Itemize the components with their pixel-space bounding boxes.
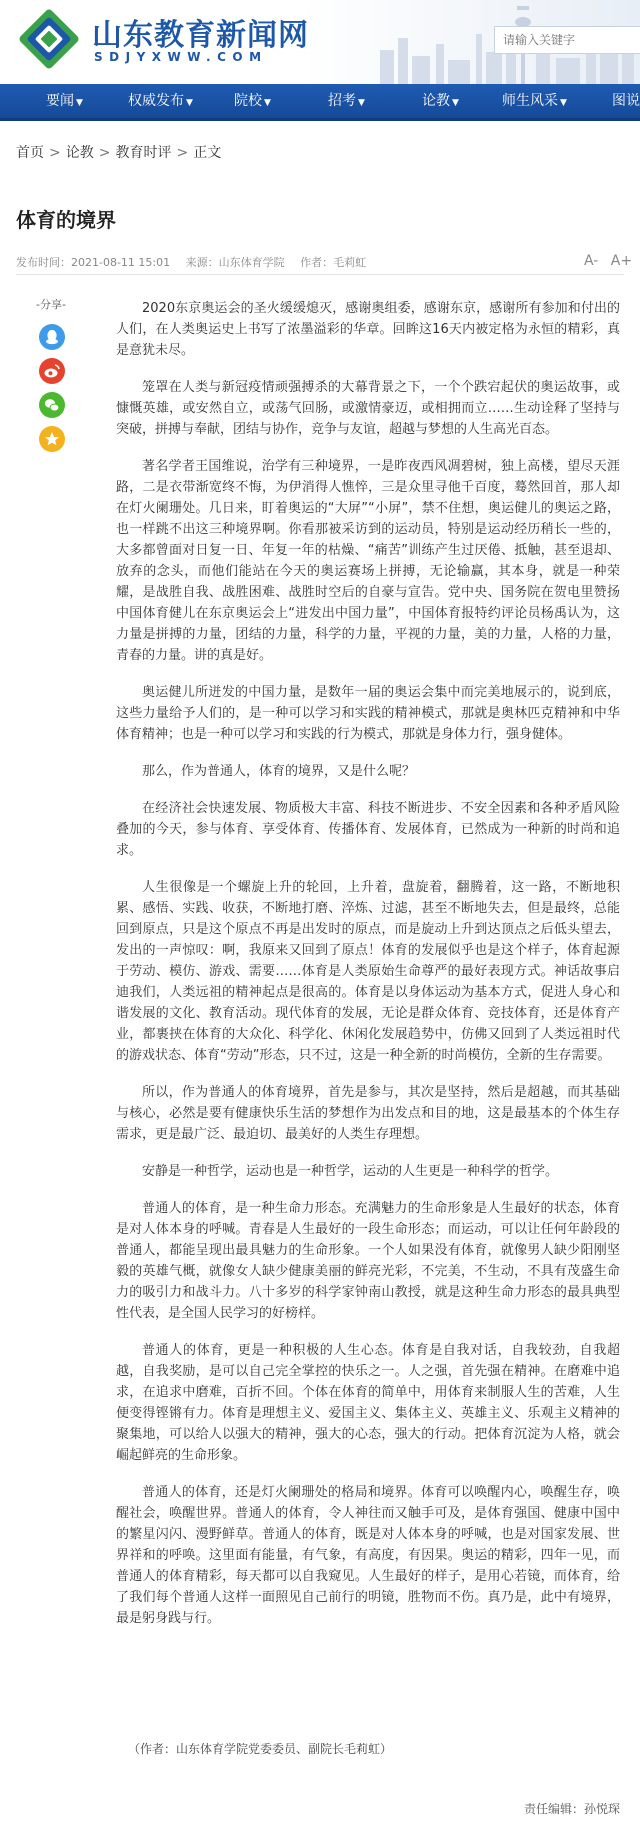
share-weibo-button[interactable] xyxy=(39,358,65,384)
breadcrumb-separator: > xyxy=(49,145,61,161)
nav-label: 论教 xyxy=(422,93,450,109)
article-meta xyxy=(16,254,378,270)
sd-logo-icon[interactable] xyxy=(18,8,80,70)
site-title[interactable]: 山东教育新闻网 xyxy=(92,18,309,53)
article-paragraph: 奥运健儿所迸发的中国力量，是数年一届的奥运会集中而完美地展示的，说到底，这些力量给予人们的，是一种可以学习和实践的精神模式，那就是奥林匹克精神和中华体育精神；也是一种可以学习和实践的行为模式，那就是身体力行，强身健体。 xyxy=(116,685,620,742)
nav-item-schools[interactable] xyxy=(234,84,271,118)
article-source: 来源：山东体育学院 xyxy=(185,256,285,269)
article-paragraph: 普通人的体育，还是灯火阑珊处的格局和境界。体育可以唤醒内心，唤醒生存，唤醒社会，唤醒世界。普通人的体育，令人神往而又触手可及，是体育强国、健康中国中的繁星闪闪、漫野鲜草。普通人的体育，既是对人体本身的呼喊，也是对国家发展、世界祥和的呼唤。这里面有能量，有气象，有高度，有因果。奥运的精彩，四年一见，而普通人的体育精彩，每天都可以自我窥见。人生最好的样子，是用心若镜，而体育，给了我们每个普通人这样一面照见自己前行的明镜，胜物而不伤。真乃是，此中有境界，最是躬身践与行。 xyxy=(116,1485,620,1626)
qzone-icon xyxy=(39,426,65,452)
nav-label: 权威发布 xyxy=(128,93,184,109)
font-size-controls xyxy=(576,253,632,269)
article-paragraph: 所以，作为普通人的体育境界，首先是参与，其次是坚持，然后是超越，而其基础与核心，必然是要有健康快乐生活的梦想作为出发点和目的地，这是最基本的个体生存需求，更是最广泛、最迫切、最美好的人类生存理想。 xyxy=(116,1085,620,1142)
breadcrumb-home[interactable]: 首页 xyxy=(16,145,44,161)
article-paragraph: 在经济社会快速发展、物质极大丰富、科技不断进步、不安全因素和各种矛盾风险叠加的今天，参与体育、享受体育、传播体育、发展体育，已然成为一种新的时尚和追求。 xyxy=(116,801,620,858)
article-paragraph: 著名学者王国维说，治学有三种境界，一是昨夜西风凋碧树，独上高楼，望尽天涯路，二是衣带渐宽终不悔，为伊消得人憔悴，三是众里寻他千百度，蓦然回首，那人却在灯火阑珊处。几日来，盯着奥运的“大屏”“小屏”，禁不住想，奥运健儿的奥运之路，也一样跳不出这三种境界啊。你看那被采访到的运动员，特别是运动经历稍长一些的，大多都曾面对日复一日、年复一年的枯燥、“痛苦”训练产生过厌倦、抵触，甚至退却、放弃的念头，而他们能站在今天的奥运赛场上拼搏，无论输赢，其本身，就是一种荣耀，是战胜自我、战胜困难、战胜时空后的自豪与宣告。党中央、国务院在贺电里赞扬中国体育健儿在东京奥运会上“进发出中国力量”，中国体育报特约评论员杨禹认为，这力量是拼搏的力量，团结的力量，科学的力量，平视的力量，美的力量，人格的力量，青春的力量。讲的真是好。 xyxy=(116,459,620,663)
title-divider xyxy=(16,274,624,275)
nav-item-photos[interactable] xyxy=(612,84,640,118)
article-author: 作者：毛莉虹 xyxy=(300,256,367,269)
caret-down-icon: ▼ xyxy=(358,98,365,108)
breadcrumb-commentary[interactable]: 教育时评 xyxy=(115,145,172,161)
article-paragraph: 安静是一种哲学，运动也是一种哲学，运动的人生更是一种科学的哲学。 xyxy=(142,1164,559,1179)
breadcrumb-opinion[interactable]: 论教 xyxy=(65,145,94,161)
font-decrease-button[interactable]: A- xyxy=(584,253,599,269)
breadcrumb-separator: > xyxy=(98,145,111,161)
share-wechat-button[interactable] xyxy=(39,392,65,418)
article-paragraph: 普通人的体育，是一种生命力形态。充满魅力的生命形象是人生最好的状态，体育是对人体本身的呼喊。青春是人生最好的一段生命形态；而运动，可以让任何年龄段的普通人，都能呈现出最具魅力的生命形象。一个人如果没有体育，就像男人缺少阳刚坚毅的英雄气概，就像女人缺少健康美丽的鲜亮光彩，不完美，不生动，不具有茂盛生命力的吸引力和战斗力。八十多岁的科学家钟南山教授，就是这种生命力形态的最具典型性代表，是全国人民学习的好榜样。 xyxy=(116,1201,620,1321)
caret-down-icon: ▼ xyxy=(186,98,193,108)
qq-icon xyxy=(39,324,65,350)
site-header xyxy=(0,0,640,84)
publish-time: 发布时间：2021-08-11 15:01 xyxy=(16,256,171,269)
breadcrumb xyxy=(16,142,221,162)
share-qzone-button[interactable] xyxy=(39,426,65,452)
main-nav xyxy=(0,84,640,121)
breadcrumb-separator: > xyxy=(176,145,189,161)
nav-label: 图说 xyxy=(612,93,640,109)
article-paragraph: 笼罩在人类与新冠疫情顽强搏杀的大幕背景之下，一个个跌宕起伏的奥运故事，或慷慨英雄，或安然自立，或荡气回肠，或激情豪迈，或相拥而立……生动诠释了坚持与突破，拼搏与奉献，团结与协作，竞争与友谊，超越与梦想的人生高光百态。 xyxy=(116,380,620,437)
breadcrumb-current: 正文 xyxy=(193,145,222,161)
article-paragraph: 2020东京奥运会的圣火缓缓熄灭，感谢奥组委，感谢东京，感谢所有参加和付出的人们，在人类奥运史上书写了浓墨溢彩的华章。回眸这16天内被定格为永恒的精彩，真是意犹未尽。 xyxy=(116,301,620,358)
article-paragraph: 那么，作为普通人，体育的境界，又是什么呢？ xyxy=(142,764,416,779)
font-increase-button[interactable]: A+ xyxy=(610,253,633,269)
share-qq-button[interactable] xyxy=(39,324,65,350)
nav-item-teachers[interactable] xyxy=(502,84,567,118)
caret-down-icon: ▼ xyxy=(76,98,83,108)
article-paragraph: 普通人的体育，更是一种积极的人生心态。体育是自我对话，自我较劲，自我超越，自我奖励，是可以自己完全掌控的快乐之一。人之强，首先强在精神。在磨难中追求，在追求中磨难，百折不回。个体在体育的简单中，用体育来制服人生的苦难，人生便变得铿锵有力。体育是理想主义、爱国主义、集体主义、英雄主义、乐观主义精神的聚集地，可以给人以强大的精神，强大的心态，强大的行动。把体育沉淀为人格，就会崛起鲜亮的生命形象。 xyxy=(116,1343,620,1463)
weibo-icon xyxy=(39,358,65,384)
site-subtitle: SDJYXWW.COM xyxy=(94,50,268,64)
nav-label: 要闻 xyxy=(46,93,74,109)
nav-item-official[interactable] xyxy=(128,84,193,118)
responsible-editor: 责任编辑：孙悦琛 xyxy=(524,1802,621,1816)
caret-down-icon: ▼ xyxy=(560,98,567,108)
nav-label: 师生风采 xyxy=(502,93,558,109)
caret-down-icon: ▼ xyxy=(452,98,459,108)
nav-item-exams[interactable] xyxy=(328,84,365,118)
article-paragraph: 人生很像是一个螺旋上升的轮回，上升着，盘旋着，翻腾着，这一路，不断地积累、感悟、实践、收获，不断地打磨、淬炼、过滤，甚至不断地失去，但是最终，总能回到原点，只是这个原点不再是出发时的原点，而是旋动上升到达顶点之后低头望去，发出的一声惊叹：啊，我原来又回到了原点！体育的发展似乎也是这个样子，体育起源于劳动、模仿、游戏、需要……体育是人类原始生命尊严的最好表现方式。神话故事启迪我们，人类远祖的精神起点是很高的。体育是以身体运动为基本方式，促进人身心和谐发展的文化、教育活动。现代体育的发展，无论是群众体育、竞技体育，还是体育产业，都裹挟在体育的大众化、科学化、休闲化发展趋势中，仿佛又回到了人类远祖时代的游戏状态、体育“劳动”形态，只不过，这是一种全新的时尚模仿，全新的生存需要。 xyxy=(116,880,620,1063)
nav-item-news[interactable] xyxy=(46,84,83,118)
article-title: 体育的境界 xyxy=(16,208,116,232)
nav-label: 院校 xyxy=(234,93,262,109)
nav-item-opinion[interactable] xyxy=(422,84,459,118)
share-label: -分享- xyxy=(36,298,66,311)
wechat-icon xyxy=(39,392,65,418)
author-credit: （作者：山东体育学院党委委员、副院长毛莉虹） xyxy=(128,1742,393,1756)
search-input[interactable] xyxy=(494,26,640,54)
article-body xyxy=(116,298,620,1645)
nav-label: 招考 xyxy=(328,93,356,109)
caret-down-icon: ▼ xyxy=(264,98,271,108)
